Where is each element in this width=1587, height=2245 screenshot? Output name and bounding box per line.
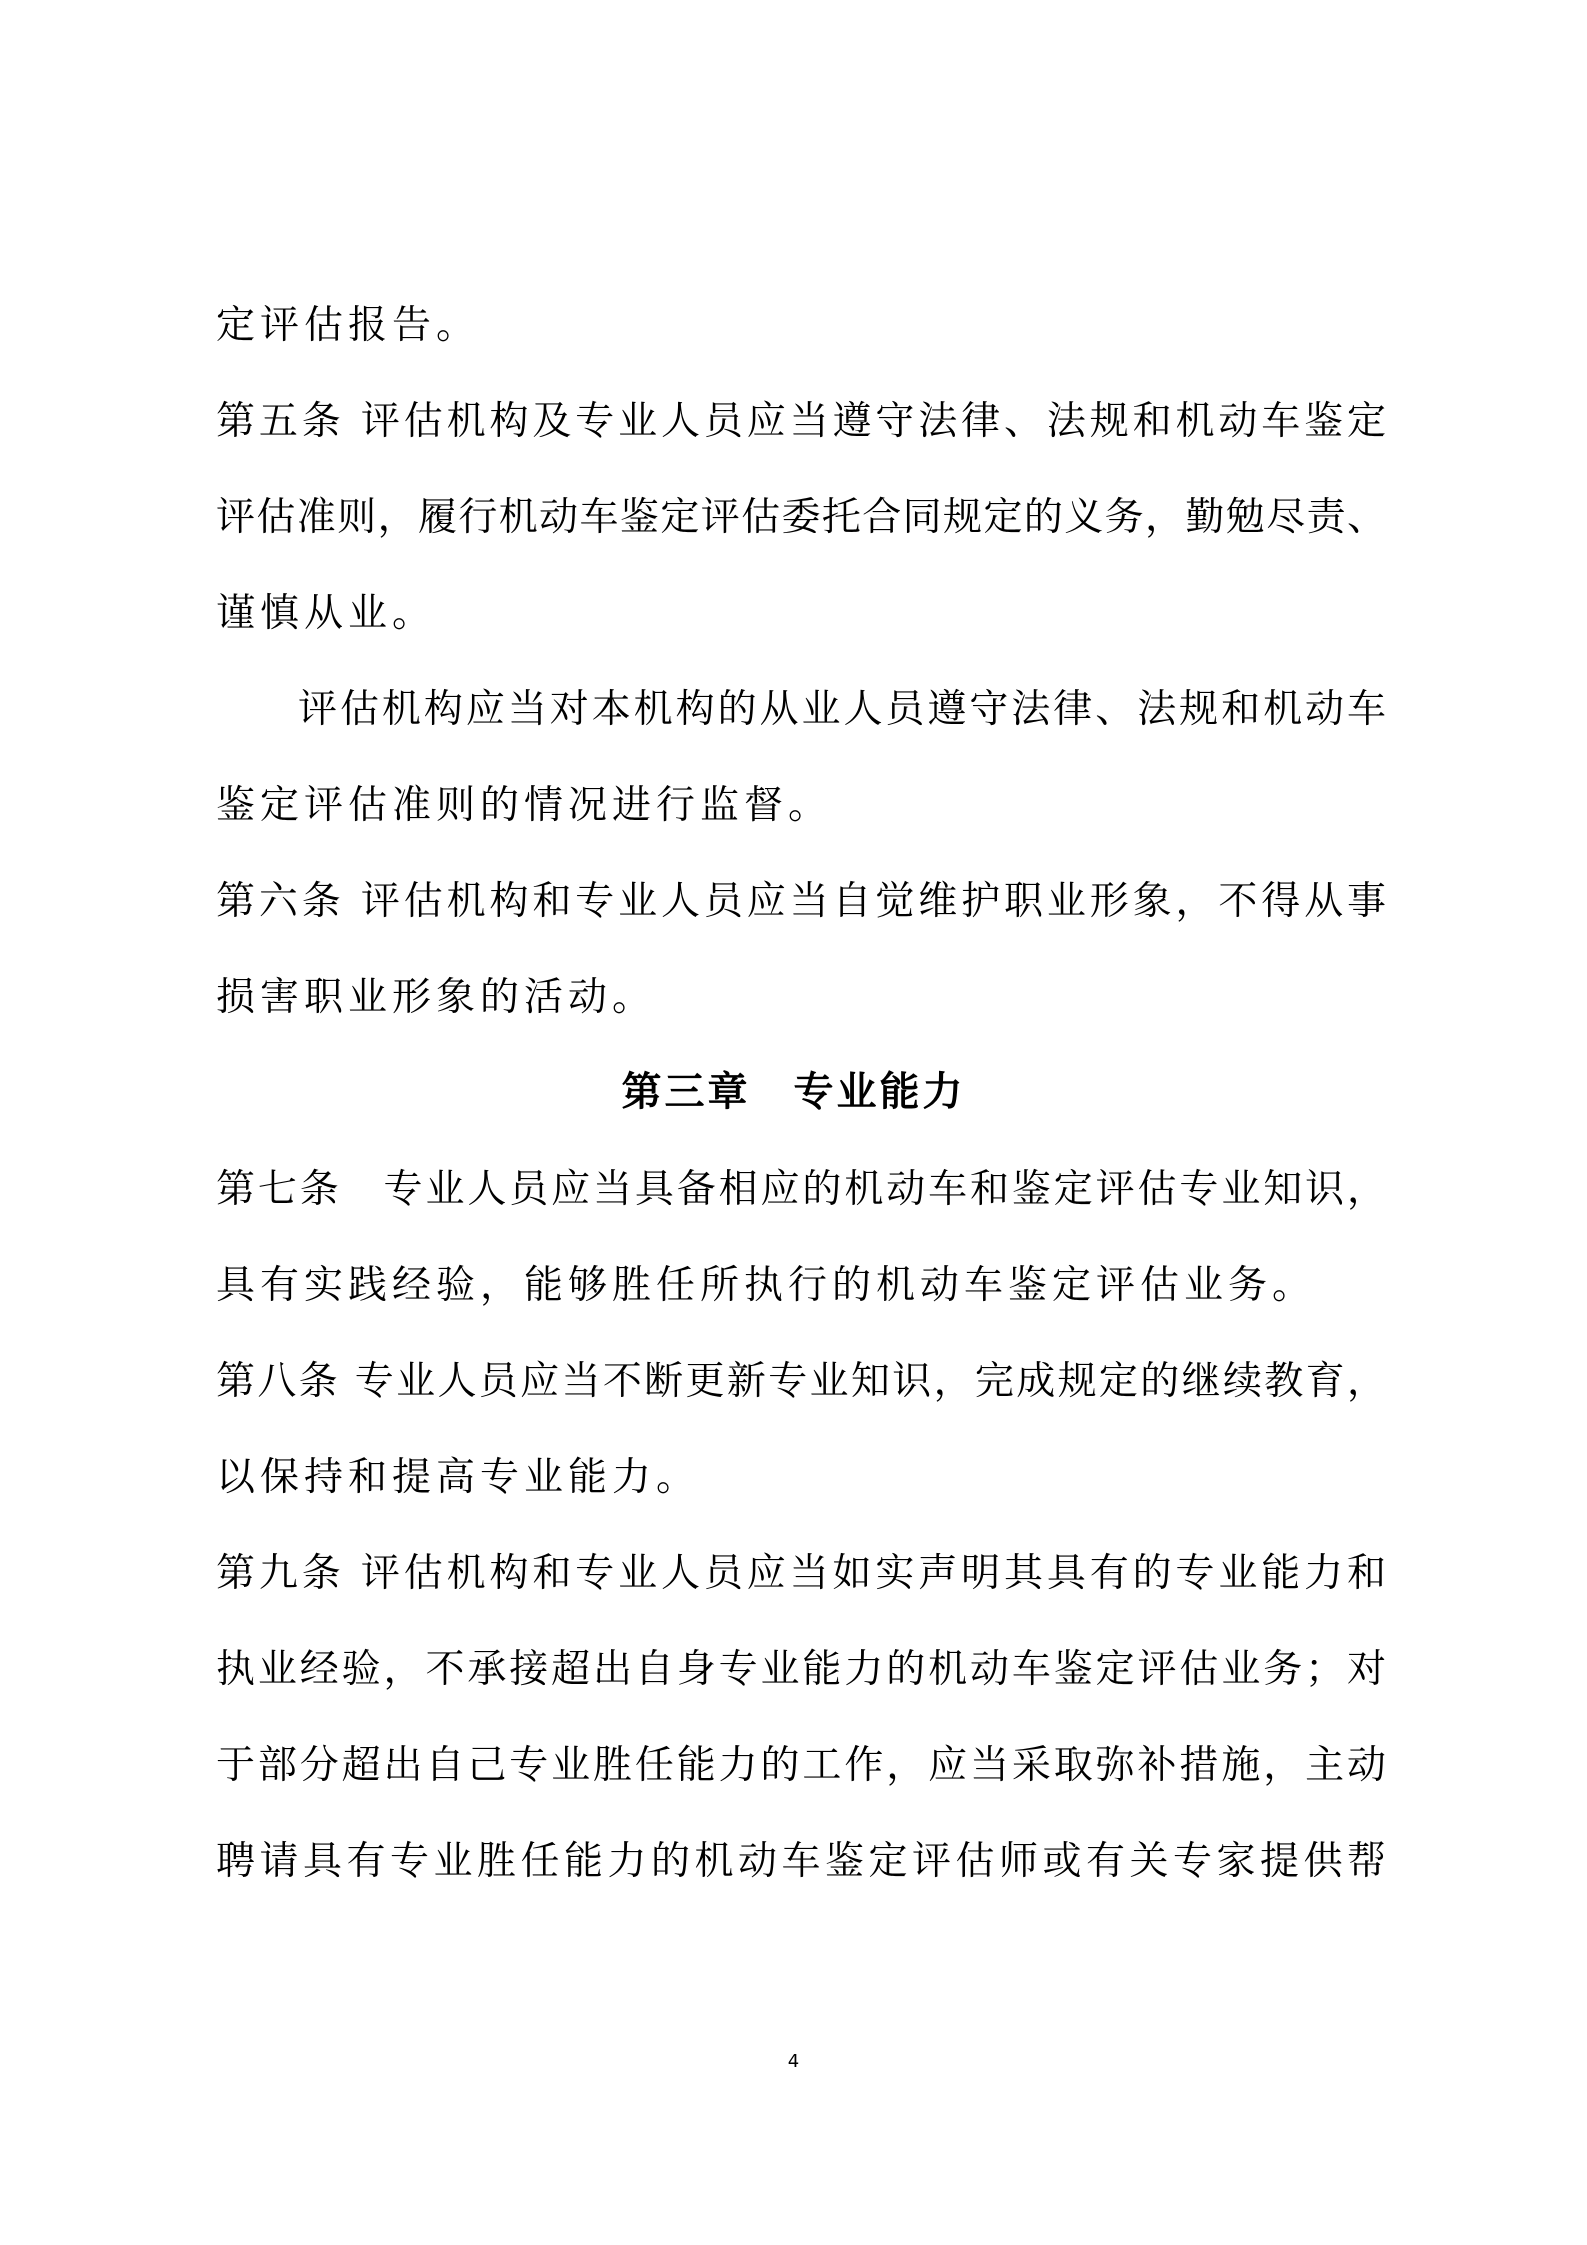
text-line: 损害职业形象的活动。: [216, 975, 657, 1020]
text-line: 具有实践经验，能够胜任所执行的机动车鉴定评估业务。: [216, 1263, 1317, 1308]
text-line: 鉴定评估准则的情况进行监督。: [216, 783, 833, 828]
chapter-heading: 第三章 专业能力: [621, 1069, 966, 1115]
article-5-line: 第五条 评估机构及专业人员应当遵守法律、法规和机动车鉴定: [216, 399, 1386, 444]
article-9-line: 第九条 评估机构和专业人员应当如实声明其具有的专业能力和: [216, 1551, 1386, 1596]
text-line: 以保持和提高专业能力。: [216, 1455, 701, 1500]
text-line: 于部分超出自己专业胜任能力的工作，应当采取弥补措施，主动: [216, 1743, 1386, 1788]
text-line: 评估准则，履行机动车鉴定评估委托合同规定的义务，勤勉尽责、: [216, 495, 1386, 540]
text-line: 定评估报告。: [216, 303, 481, 348]
indented-paragraph-line: 评估机构应当对本机构的从业人员遵守法律、法规和机动车: [298, 687, 1386, 732]
article-7-line: 第七条 专业人员应当具备相应的机动车和鉴定评估专业知识，: [216, 1167, 1386, 1212]
article-8-line: 第八条 专业人员应当不断更新专业知识，完成规定的继续教育，: [216, 1359, 1386, 1404]
text-line: 聘请具有专业胜任能力的机动车鉴定评估师或有关专家提供帮: [216, 1839, 1386, 1884]
text-line: 谨慎从业。: [216, 591, 437, 636]
article-6-line: 第六条 评估机构和专业人员应当自觉维护职业形象，不得从事: [216, 879, 1386, 924]
page-number: 4: [787, 2051, 800, 2072]
text-line: 执业经验，不承接超出自身专业能力的机动车鉴定评估业务；对: [216, 1647, 1386, 1692]
